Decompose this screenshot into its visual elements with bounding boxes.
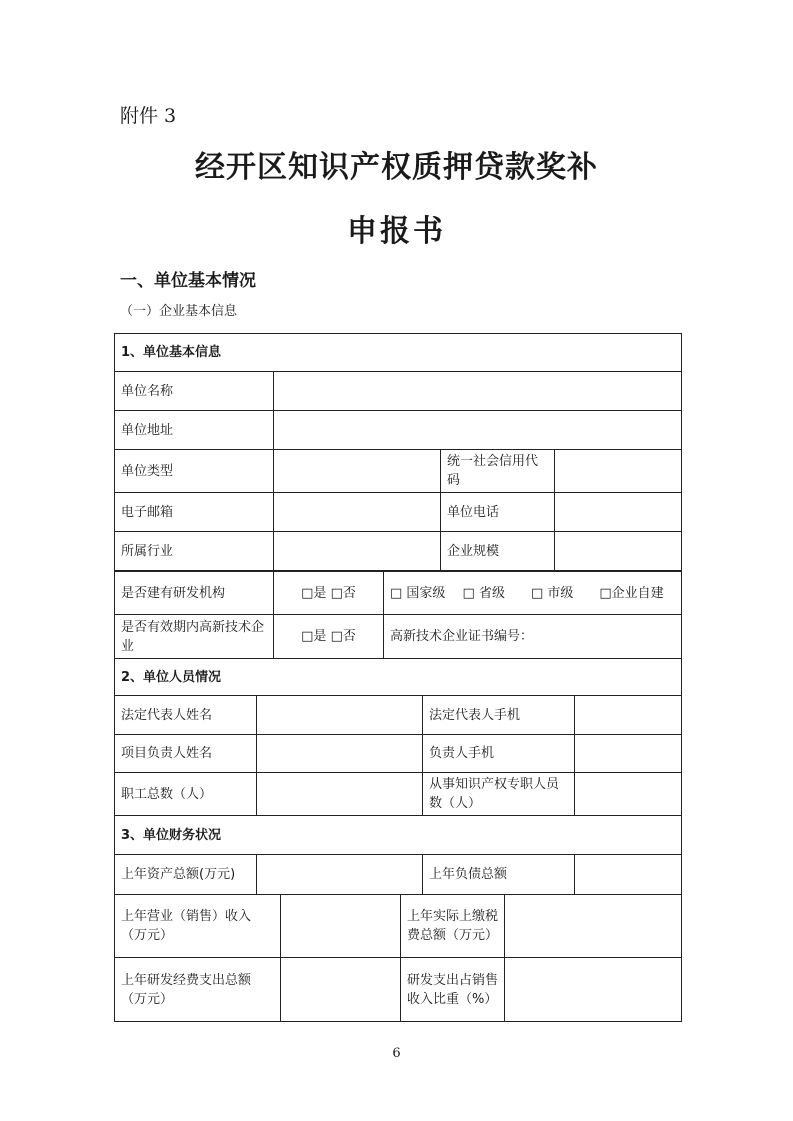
rd-expense-label: 上年研发经费支出总额（万元） [115, 958, 281, 1022]
unit-address-label: 单位地址 [115, 411, 274, 450]
basic-info-table [114, 333, 682, 571]
tax-paid-label: 上年实际上缴税费总额（万元） [401, 895, 505, 958]
total-staff-label: 职工总数（人） [115, 773, 257, 816]
unit-name-label: 单位名称 [115, 372, 274, 411]
rd-yes-no-options[interactable] [274, 572, 384, 615]
attachment-label: 附件 3 [120, 105, 177, 127]
rd-no-checkbox[interactable]: □否 [330, 585, 356, 601]
project-leader-name-label: 项目负责人姓名 [115, 735, 257, 773]
total-assets-label: 上年资产总额(万元) [115, 855, 257, 895]
personnel-header: 2、单位人员情况 [115, 659, 682, 696]
legal-rep-name-label: 法定代表人姓名 [115, 696, 257, 735]
document-title-line1: 经开区知识产权质押贷款奖补 [195, 150, 598, 185]
revenue-label: 上年营业（销售）收入（万元） [115, 895, 281, 958]
ip-staff-label: 从事知识产权专职人员数（人） [423, 773, 575, 816]
industry-field[interactable] [274, 532, 441, 571]
email-field[interactable] [274, 493, 441, 532]
document-title-line2: 申报书 [347, 214, 446, 249]
leader-phone-label: 负责人手机 [423, 735, 575, 773]
personnel-table [114, 658, 682, 895]
rd-ratio-field[interactable] [505, 958, 682, 1022]
section-heading: 一、单位基本情况 [120, 271, 256, 291]
enterprise-scale-field[interactable] [555, 532, 682, 571]
unit-type-field[interactable] [274, 450, 441, 493]
subsection-heading: （一）企业基本信息 [120, 304, 238, 319]
page-number: 6 [392, 1046, 401, 1061]
unit-type-label: 单位类型 [115, 450, 274, 493]
rd-expense-field[interactable] [281, 958, 401, 1022]
rd-yes-checkbox[interactable]: □是 [301, 585, 327, 601]
basic-info-header: 1、单位基本信息 [115, 334, 682, 372]
legal-rep-phone-label: 法定代表人手机 [423, 696, 575, 735]
unit-phone-label: 单位电话 [441, 493, 555, 532]
rd-institution-label: 是否建有研发机构 [115, 572, 274, 615]
total-staff-field[interactable] [257, 773, 423, 816]
project-leader-name-field[interactable] [257, 735, 423, 773]
rd-ratio-label: 研发支出占销售收入比重（%） [401, 958, 505, 1022]
tax-paid-field[interactable] [505, 895, 682, 958]
unit-address-field[interactable] [274, 411, 682, 450]
ip-staff-field[interactable] [575, 773, 682, 816]
high-tech-label: 是否有效期内高新技术企业 [115, 615, 274, 659]
high-tech-yes-no-options[interactable] [274, 615, 384, 659]
finance-table [114, 894, 682, 1022]
leader-phone-field[interactable] [575, 735, 682, 773]
legal-rep-phone-field[interactable] [575, 696, 682, 735]
total-assets-field[interactable] [257, 855, 423, 895]
high-tech-yes-checkbox[interactable]: □是 [301, 629, 327, 644]
finance-header: 3、单位财务状况 [115, 816, 682, 855]
total-liabilities-field[interactable] [575, 855, 682, 895]
high-tech-cert-number-field[interactable]: 高新技术企业证书编号： [384, 615, 682, 659]
unit-name-field[interactable] [274, 372, 682, 411]
legal-rep-name-field[interactable] [257, 696, 423, 735]
industry-label: 所属行业 [115, 532, 274, 571]
high-tech-no-checkbox[interactable]: □否 [330, 629, 356, 644]
rd-level-options[interactable]: □ 国家级 □ 省级 □ 市级 □企业自建 [384, 572, 682, 615]
rd-hightech-table [114, 571, 682, 659]
credit-code-label: 统一社会信用代码 [441, 450, 555, 493]
total-liabilities-label: 上年负债总额 [423, 855, 575, 895]
credit-code-field[interactable] [555, 450, 682, 493]
email-label: 电子邮箱 [115, 493, 274, 532]
enterprise-scale-label: 企业规模 [441, 532, 555, 571]
unit-phone-field[interactable] [555, 493, 682, 532]
revenue-field[interactable] [281, 895, 401, 958]
